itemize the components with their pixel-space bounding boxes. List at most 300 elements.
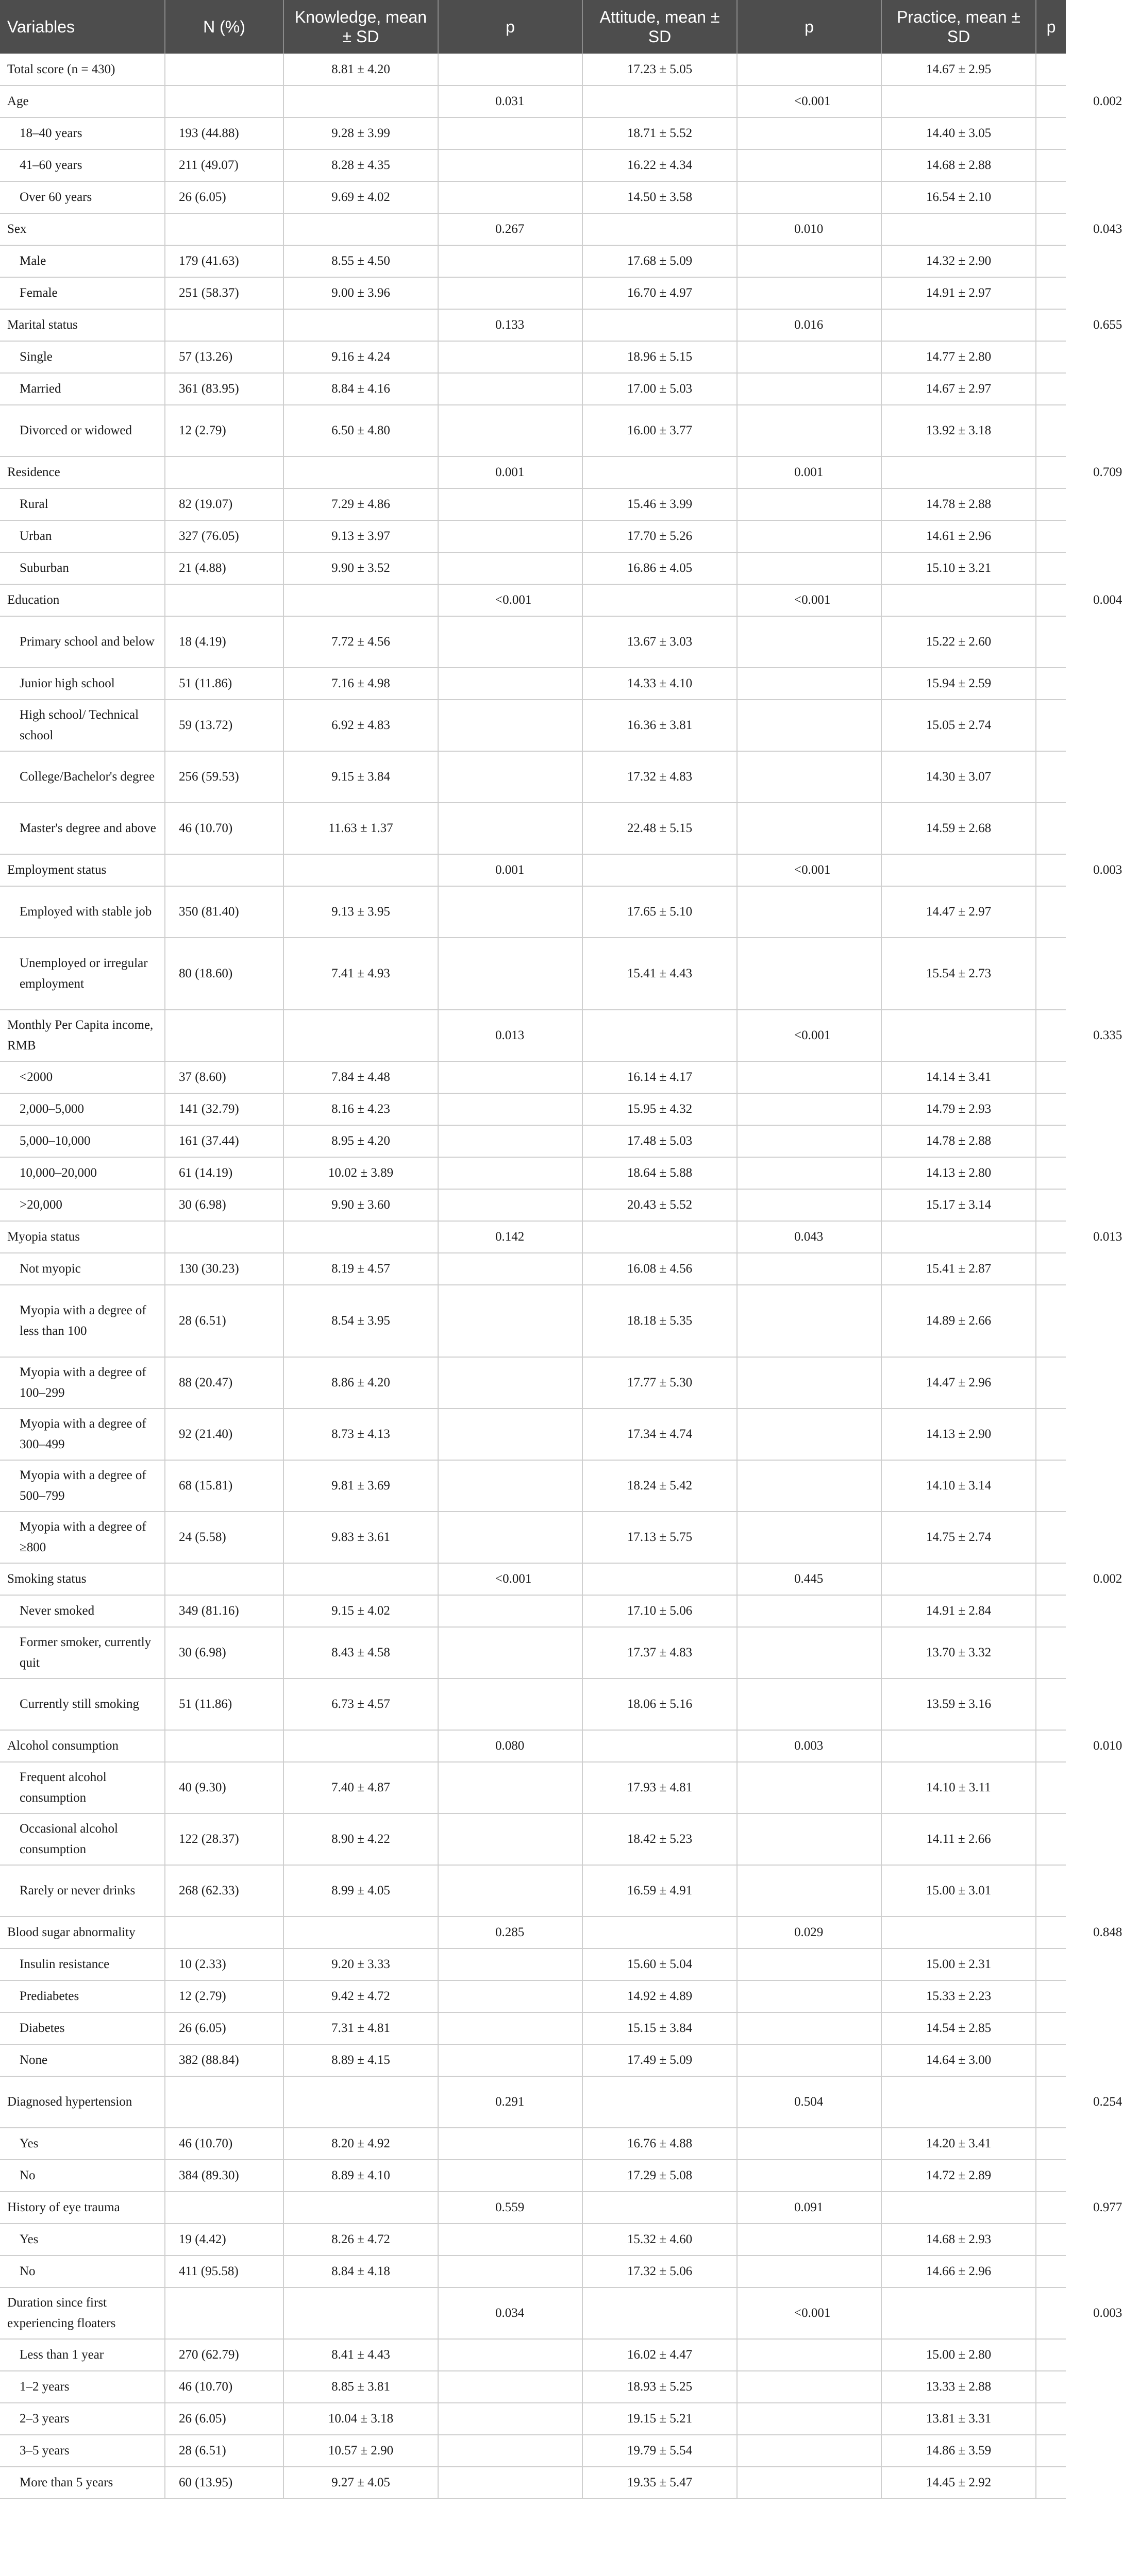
variable-cell: Sex xyxy=(0,213,165,245)
table-row xyxy=(0,2256,1066,2287)
attitude-p-cell: <0.001 xyxy=(737,1010,881,1061)
practice-p-cell xyxy=(1036,1125,1066,1157)
table-row xyxy=(0,2224,1066,2256)
variable-cell: Myopia with a degree of 300–499 xyxy=(0,1409,165,1460)
practice-mean-cell: 14.47 ± 2.97 xyxy=(881,886,1036,938)
practice-mean-cell: 14.14 ± 3.41 xyxy=(881,1061,1036,1093)
attitude-p-cell xyxy=(737,1512,881,1563)
variable-cell: Never smoked xyxy=(0,1595,165,1627)
n-percent-cell xyxy=(165,1730,283,1762)
attitude-p-cell: 0.003 xyxy=(737,1730,881,1762)
variable-cell: More than 5 years xyxy=(0,2467,165,2499)
practice-p-cell xyxy=(1036,1093,1066,1125)
practice-p-cell: 0.848 xyxy=(1036,1917,1066,1948)
n-percent-cell: 57 (13.26) xyxy=(165,341,283,373)
practice-mean-cell: 14.40 ± 3.05 xyxy=(881,117,1036,149)
knowledge-mean-cell: 7.29 ± 4.86 xyxy=(283,488,438,520)
variable-cell: Rarely or never drinks xyxy=(0,1865,165,1917)
practice-mean-cell: 13.59 ± 3.16 xyxy=(881,1679,1036,1730)
attitude-p-cell xyxy=(737,2256,881,2287)
variable-cell: Male xyxy=(0,245,165,277)
n-percent-cell xyxy=(165,854,283,886)
attitude-p-cell xyxy=(737,181,881,213)
table-row xyxy=(0,938,1066,1010)
attitude-mean-cell: 17.48 ± 5.03 xyxy=(582,1125,737,1157)
attitude-p-cell xyxy=(737,1357,881,1409)
practice-p-cell xyxy=(1036,1460,1066,1512)
practice-mean-cell: 15.41 ± 2.87 xyxy=(881,1253,1036,1285)
table-row xyxy=(0,2435,1066,2467)
variable-cell: 5,000–10,000 xyxy=(0,1125,165,1157)
knowledge-p-cell xyxy=(438,2435,582,2467)
knowledge-mean-cell: 8.89 ± 4.10 xyxy=(283,2160,438,2192)
practice-mean-cell: 14.67 ± 2.95 xyxy=(881,54,1036,86)
attitude-p-cell: 0.091 xyxy=(737,2192,881,2224)
n-percent-cell: 30 (6.98) xyxy=(165,1189,283,1221)
knowledge-p-cell xyxy=(438,2256,582,2287)
knowledge-mean-cell xyxy=(283,1730,438,1762)
n-percent-cell: 327 (76.05) xyxy=(165,520,283,552)
variable-cell: Age xyxy=(0,86,165,117)
practice-mean-cell xyxy=(881,86,1036,117)
n-percent-cell: 68 (15.81) xyxy=(165,1460,283,1512)
table-row xyxy=(0,2160,1066,2192)
knowledge-mean-cell: 8.41 ± 4.43 xyxy=(283,2339,438,2371)
header-row xyxy=(0,0,1066,54)
attitude-p-cell xyxy=(737,1814,881,1865)
practice-p-cell xyxy=(1036,1595,1066,1627)
practice-p-cell: 0.254 xyxy=(1036,2076,1066,2128)
knowledge-mean-cell: 8.84 ± 4.16 xyxy=(283,373,438,405)
knowledge-p-cell xyxy=(438,803,582,854)
knowledge-p-cell xyxy=(438,2467,582,2499)
attitude-p-cell xyxy=(737,2012,881,2044)
attitude-p-cell xyxy=(737,149,881,181)
knowledge-p-cell xyxy=(438,1595,582,1627)
attitude-mean-cell: 19.15 ± 5.21 xyxy=(582,2403,737,2435)
knowledge-mean-cell: 7.72 ± 4.56 xyxy=(283,616,438,668)
attitude-mean-cell xyxy=(582,1563,737,1595)
table-row xyxy=(0,1595,1066,1627)
variable-cell: Smoking status xyxy=(0,1563,165,1595)
n-percent-cell: 161 (37.44) xyxy=(165,1125,283,1157)
attitude-p-cell xyxy=(737,245,881,277)
attitude-mean-cell: 18.06 ± 5.16 xyxy=(582,1679,737,1730)
attitude-mean-cell: 15.15 ± 3.84 xyxy=(582,2012,737,2044)
n-percent-cell: 411 (95.58) xyxy=(165,2256,283,2287)
practice-p-cell xyxy=(1036,1253,1066,1285)
knowledge-p-cell xyxy=(438,552,582,584)
attitude-p-cell xyxy=(737,1285,881,1357)
practice-p-cell xyxy=(1036,2339,1066,2371)
practice-mean-cell: 14.13 ± 2.80 xyxy=(881,1157,1036,1189)
n-percent-cell: 46 (10.70) xyxy=(165,803,283,854)
attitude-mean-cell: 17.32 ± 4.83 xyxy=(582,751,737,803)
table-row xyxy=(0,277,1066,309)
variable-cell: <2000 xyxy=(0,1061,165,1093)
practice-mean-cell xyxy=(881,1221,1036,1253)
variable-cell: 3–5 years xyxy=(0,2435,165,2467)
n-percent-cell: 130 (30.23) xyxy=(165,1253,283,1285)
knowledge-p-cell: <0.001 xyxy=(438,584,582,616)
attitude-p-cell xyxy=(737,2044,881,2076)
n-percent-cell: 179 (41.63) xyxy=(165,245,283,277)
knowledge-p-cell xyxy=(438,1762,582,1814)
practice-mean-cell: 15.33 ± 2.23 xyxy=(881,1980,1036,2012)
attitude-mean-cell xyxy=(582,854,737,886)
attitude-mean-cell: 16.14 ± 4.17 xyxy=(582,1061,737,1093)
n-percent-cell: 28 (6.51) xyxy=(165,2435,283,2467)
practice-p-cell xyxy=(1036,751,1066,803)
practice-p-cell xyxy=(1036,2160,1066,2192)
n-percent-cell: 122 (28.37) xyxy=(165,1814,283,1865)
variable-cell: Marital status xyxy=(0,309,165,341)
knowledge-p-cell xyxy=(438,2160,582,2192)
n-percent-cell: 88 (20.47) xyxy=(165,1357,283,1409)
practice-p-cell xyxy=(1036,341,1066,373)
attitude-mean-cell: 19.35 ± 5.47 xyxy=(582,2467,737,2499)
knowledge-p-cell xyxy=(438,149,582,181)
practice-p-cell: 0.043 xyxy=(1036,213,1066,245)
variable-cell: Suburban xyxy=(0,552,165,584)
knowledge-p-cell: 0.142 xyxy=(438,1221,582,1253)
attitude-mean-cell: 16.36 ± 3.81 xyxy=(582,700,737,751)
n-percent-cell: 92 (21.40) xyxy=(165,1409,283,1460)
knowledge-mean-cell: 8.28 ± 4.35 xyxy=(283,149,438,181)
attitude-p-cell xyxy=(737,1460,881,1512)
attitude-mean-cell: 16.70 ± 4.97 xyxy=(582,277,737,309)
table-row xyxy=(0,668,1066,700)
n-percent-cell: 211 (49.07) xyxy=(165,149,283,181)
table-row xyxy=(0,2044,1066,2076)
knowledge-p-cell: 0.285 xyxy=(438,1917,582,1948)
n-percent-cell: 384 (89.30) xyxy=(165,2160,283,2192)
attitude-p-cell xyxy=(737,1762,881,1814)
table-row xyxy=(0,2128,1066,2160)
attitude-mean-cell: 17.70 ± 5.26 xyxy=(582,520,737,552)
table-row xyxy=(0,1627,1066,1679)
table-row xyxy=(0,245,1066,277)
attitude-p-cell xyxy=(737,405,881,456)
knowledge-p-cell xyxy=(438,2224,582,2256)
attitude-p-cell xyxy=(737,751,881,803)
variable-cell: Urban xyxy=(0,520,165,552)
table-row xyxy=(0,803,1066,854)
n-percent-cell: 26 (6.05) xyxy=(165,181,283,213)
practice-mean-cell: 15.10 ± 3.21 xyxy=(881,552,1036,584)
practice-p-cell xyxy=(1036,1157,1066,1189)
table-row xyxy=(0,1948,1066,1980)
header-practice: Practice, mean ± SD xyxy=(881,0,1036,54)
practice-p-cell xyxy=(1036,1409,1066,1460)
n-percent-cell xyxy=(165,2076,283,2128)
practice-mean-cell: 14.10 ± 3.11 xyxy=(881,1762,1036,1814)
table-row xyxy=(0,1093,1066,1125)
practice-p-cell xyxy=(1036,1627,1066,1679)
attitude-mean-cell: 14.92 ± 4.89 xyxy=(582,1980,737,2012)
attitude-p-cell xyxy=(737,1189,881,1221)
table-row xyxy=(0,488,1066,520)
practice-p-cell: 0.977 xyxy=(1036,2192,1066,2224)
practice-p-cell: 0.002 xyxy=(1036,1563,1066,1595)
knowledge-p-cell xyxy=(438,1627,582,1679)
variable-cell: 2–3 years xyxy=(0,2403,165,2435)
knowledge-mean-cell: 9.13 ± 3.95 xyxy=(283,886,438,938)
knowledge-p-cell xyxy=(438,616,582,668)
practice-p-cell: 0.010 xyxy=(1036,1730,1066,1762)
knowledge-p-cell xyxy=(438,54,582,86)
practice-mean-cell: 15.94 ± 2.59 xyxy=(881,668,1036,700)
variable-cell: 41–60 years xyxy=(0,149,165,181)
practice-mean-cell: 14.86 ± 3.59 xyxy=(881,2435,1036,2467)
variable-cell: Myopia with a degree of 500–799 xyxy=(0,1460,165,1512)
table-row xyxy=(0,309,1066,341)
attitude-mean-cell xyxy=(582,1917,737,1948)
attitude-mean-cell: 17.93 ± 4.81 xyxy=(582,1762,737,1814)
knowledge-p-cell xyxy=(438,751,582,803)
knowledge-mean-cell: 8.81 ± 4.20 xyxy=(283,54,438,86)
attitude-p-cell: 0.001 xyxy=(737,456,881,488)
knowledge-mean-cell: 8.85 ± 3.81 xyxy=(283,2371,438,2403)
n-percent-cell: 193 (44.88) xyxy=(165,117,283,149)
practice-p-cell xyxy=(1036,803,1066,854)
knowledge-p-cell xyxy=(438,2403,582,2435)
attitude-mean-cell: 17.49 ± 5.09 xyxy=(582,2044,737,2076)
knowledge-mean-cell: 8.16 ± 4.23 xyxy=(283,1093,438,1125)
knowledge-mean-cell: 8.90 ± 4.22 xyxy=(283,1814,438,1865)
n-percent-cell: 18 (4.19) xyxy=(165,616,283,668)
header-attitude-p: p xyxy=(737,0,881,54)
attitude-p-cell xyxy=(737,552,881,584)
table-row xyxy=(0,213,1066,245)
attitude-mean-cell: 18.93 ± 5.25 xyxy=(582,2371,737,2403)
variable-cell: Total score (n = 430) xyxy=(0,54,165,86)
practice-p-cell: 0.709 xyxy=(1036,456,1066,488)
variable-cell: Less than 1 year xyxy=(0,2339,165,2371)
variable-cell: Duration since first experiencing floaters xyxy=(0,2287,165,2339)
practice-p-cell xyxy=(1036,117,1066,149)
table-row xyxy=(0,1253,1066,1285)
knowledge-mean-cell: 10.04 ± 3.18 xyxy=(283,2403,438,2435)
attitude-mean-cell: 18.64 ± 5.88 xyxy=(582,1157,737,1189)
knowledge-p-cell xyxy=(438,1679,582,1730)
variable-cell: Myopia with a degree of less than 100 xyxy=(0,1285,165,1357)
variable-cell: Female xyxy=(0,277,165,309)
knowledge-p-cell: 0.559 xyxy=(438,2192,582,2224)
header-practice-p: p xyxy=(1036,0,1066,54)
attitude-p-cell xyxy=(737,117,881,149)
attitude-mean-cell xyxy=(582,2287,737,2339)
variable-cell: Alcohol consumption xyxy=(0,1730,165,1762)
variable-cell: Single xyxy=(0,341,165,373)
knowledge-mean-cell xyxy=(283,2076,438,2128)
variable-cell: History of eye trauma xyxy=(0,2192,165,2224)
attitude-p-cell: <0.001 xyxy=(737,2287,881,2339)
variable-cell: Diabetes xyxy=(0,2012,165,2044)
practice-p-cell xyxy=(1036,938,1066,1010)
knowledge-mean-cell xyxy=(283,1010,438,1061)
table-row xyxy=(0,1221,1066,1253)
practice-mean-cell xyxy=(881,854,1036,886)
attitude-p-cell xyxy=(737,277,881,309)
practice-p-cell xyxy=(1036,1679,1066,1730)
attitude-mean-cell: 20.43 ± 5.52 xyxy=(582,1189,737,1221)
knowledge-mean-cell: 6.73 ± 4.57 xyxy=(283,1679,438,1730)
table-row xyxy=(0,86,1066,117)
practice-p-cell xyxy=(1036,277,1066,309)
knowledge-p-cell: 0.013 xyxy=(438,1010,582,1061)
attitude-mean-cell: 15.95 ± 4.32 xyxy=(582,1093,737,1125)
practice-mean-cell: 14.61 ± 2.96 xyxy=(881,520,1036,552)
variable-cell: Married xyxy=(0,373,165,405)
practice-mean-cell: 13.92 ± 3.18 xyxy=(881,405,1036,456)
knowledge-mean-cell: 9.83 ± 3.61 xyxy=(283,1512,438,1563)
attitude-p-cell xyxy=(737,1865,881,1917)
attitude-p-cell xyxy=(737,2224,881,2256)
practice-p-cell: 0.013 xyxy=(1036,1221,1066,1253)
practice-mean-cell: 14.91 ± 2.97 xyxy=(881,277,1036,309)
knowledge-p-cell xyxy=(438,373,582,405)
variable-cell: College/Bachelor's degree xyxy=(0,751,165,803)
variable-cell: Monthly Per Capita income, RMB xyxy=(0,1010,165,1061)
practice-mean-cell: 14.75 ± 2.74 xyxy=(881,1512,1036,1563)
n-percent-cell: 28 (6.51) xyxy=(165,1285,283,1357)
practice-mean-cell: 15.00 ± 2.80 xyxy=(881,2339,1036,2371)
n-percent-cell: 26 (6.05) xyxy=(165,2012,283,2044)
header-variables: Variables xyxy=(0,0,165,54)
practice-mean-cell: 15.00 ± 3.01 xyxy=(881,1865,1036,1917)
attitude-mean-cell: 15.46 ± 3.99 xyxy=(582,488,737,520)
practice-mean-cell: 14.10 ± 3.14 xyxy=(881,1460,1036,1512)
attitude-mean-cell xyxy=(582,309,737,341)
attitude-mean-cell: 14.50 ± 3.58 xyxy=(582,181,737,213)
knowledge-mean-cell: 9.00 ± 3.96 xyxy=(283,277,438,309)
attitude-p-cell xyxy=(737,1627,881,1679)
table-row xyxy=(0,2076,1066,2128)
knowledge-p-cell xyxy=(438,1980,582,2012)
knowledge-p-cell xyxy=(438,1948,582,1980)
n-percent-cell: 350 (81.40) xyxy=(165,886,283,938)
attitude-p-cell xyxy=(737,2160,881,2192)
attitude-mean-cell: 17.65 ± 5.10 xyxy=(582,886,737,938)
attitude-mean-cell: 14.33 ± 4.10 xyxy=(582,668,737,700)
variable-cell: No xyxy=(0,2160,165,2192)
practice-p-cell xyxy=(1036,1512,1066,1563)
knowledge-p-cell xyxy=(438,668,582,700)
knowledge-p-cell xyxy=(438,1865,582,1917)
attitude-p-cell xyxy=(737,488,881,520)
practice-mean-cell: 14.89 ± 2.66 xyxy=(881,1285,1036,1357)
practice-mean-cell: 15.00 ± 2.31 xyxy=(881,1948,1036,1980)
practice-mean-cell: 13.33 ± 2.88 xyxy=(881,2371,1036,2403)
n-percent-cell: 349 (81.16) xyxy=(165,1595,283,1627)
table-row xyxy=(0,1357,1066,1409)
practice-p-cell xyxy=(1036,2224,1066,2256)
knowledge-mean-cell: 6.50 ± 4.80 xyxy=(283,405,438,456)
table-row xyxy=(0,520,1066,552)
attitude-mean-cell: 16.00 ± 3.77 xyxy=(582,405,737,456)
knowledge-p-cell xyxy=(438,1814,582,1865)
n-percent-cell: 51 (11.86) xyxy=(165,1679,283,1730)
knowledge-mean-cell: 8.99 ± 4.05 xyxy=(283,1865,438,1917)
practice-p-cell xyxy=(1036,181,1066,213)
header-knowledge-p: p xyxy=(438,0,582,54)
attitude-p-cell xyxy=(737,2371,881,2403)
knowledge-mean-cell: 9.15 ± 4.02 xyxy=(283,1595,438,1627)
table-row xyxy=(0,552,1066,584)
knowledge-mean-cell xyxy=(283,2192,438,2224)
variable-cell: >20,000 xyxy=(0,1189,165,1221)
knowledge-mean-cell: 9.20 ± 3.33 xyxy=(283,1948,438,1980)
variable-cell: Residence xyxy=(0,456,165,488)
practice-p-cell xyxy=(1036,886,1066,938)
knowledge-p-cell: <0.001 xyxy=(438,1563,582,1595)
n-percent-cell: 26 (6.05) xyxy=(165,2403,283,2435)
table-row xyxy=(0,584,1066,616)
attitude-mean-cell xyxy=(582,584,737,616)
attitude-mean-cell xyxy=(582,213,737,245)
knowledge-p-cell xyxy=(438,1512,582,1563)
n-percent-cell xyxy=(165,54,283,86)
knowledge-mean-cell xyxy=(283,456,438,488)
practice-p-cell xyxy=(1036,1814,1066,1865)
knowledge-mean-cell: 8.95 ± 4.20 xyxy=(283,1125,438,1157)
n-percent-cell: 19 (4.42) xyxy=(165,2224,283,2256)
variable-cell: 2,000–5,000 xyxy=(0,1093,165,1125)
variable-cell: Former smoker, currently quit xyxy=(0,1627,165,1679)
practice-p-cell: 0.003 xyxy=(1036,854,1066,886)
knowledge-mean-cell xyxy=(283,1221,438,1253)
attitude-mean-cell: 17.37 ± 4.83 xyxy=(582,1627,737,1679)
n-percent-cell: 270 (62.79) xyxy=(165,2339,283,2371)
n-percent-cell: 59 (13.72) xyxy=(165,700,283,751)
table-row xyxy=(0,1730,1066,1762)
attitude-p-cell xyxy=(737,2467,881,2499)
attitude-p-cell xyxy=(737,938,881,1010)
attitude-mean-cell xyxy=(582,2076,737,2128)
practice-p-cell xyxy=(1036,616,1066,668)
attitude-mean-cell: 18.96 ± 5.15 xyxy=(582,341,737,373)
practice-mean-cell xyxy=(881,213,1036,245)
attitude-p-cell: 0.504 xyxy=(737,2076,881,2128)
n-percent-cell: 251 (58.37) xyxy=(165,277,283,309)
n-percent-cell: 82 (19.07) xyxy=(165,488,283,520)
practice-mean-cell: 13.81 ± 3.31 xyxy=(881,2403,1036,2435)
knowledge-mean-cell: 7.84 ± 4.48 xyxy=(283,1061,438,1093)
n-percent-cell: 24 (5.58) xyxy=(165,1512,283,1563)
variable-cell: Master's degree and above xyxy=(0,803,165,854)
attitude-mean-cell: 18.42 ± 5.23 xyxy=(582,1814,737,1865)
variable-cell: 1–2 years xyxy=(0,2371,165,2403)
table-row xyxy=(0,341,1066,373)
practice-mean-cell: 14.66 ± 2.96 xyxy=(881,2256,1036,2287)
knowledge-p-cell xyxy=(438,938,582,1010)
knowledge-mean-cell: 9.81 ± 3.69 xyxy=(283,1460,438,1512)
practice-p-cell: 0.003 xyxy=(1036,2287,1066,2339)
variable-cell: 10,000–20,000 xyxy=(0,1157,165,1189)
practice-mean-cell: 14.45 ± 2.92 xyxy=(881,2467,1036,2499)
knowledge-mean-cell: 8.26 ± 4.72 xyxy=(283,2224,438,2256)
n-percent-cell: 46 (10.70) xyxy=(165,2371,283,2403)
knowledge-p-cell: 0.133 xyxy=(438,309,582,341)
attitude-mean-cell: 15.32 ± 4.60 xyxy=(582,2224,737,2256)
attitude-p-cell xyxy=(737,54,881,86)
variable-cell: Insulin resistance xyxy=(0,1948,165,1980)
table-row xyxy=(0,2012,1066,2044)
practice-mean-cell xyxy=(881,584,1036,616)
attitude-p-cell xyxy=(737,1253,881,1285)
n-percent-cell: 61 (14.19) xyxy=(165,1157,283,1189)
